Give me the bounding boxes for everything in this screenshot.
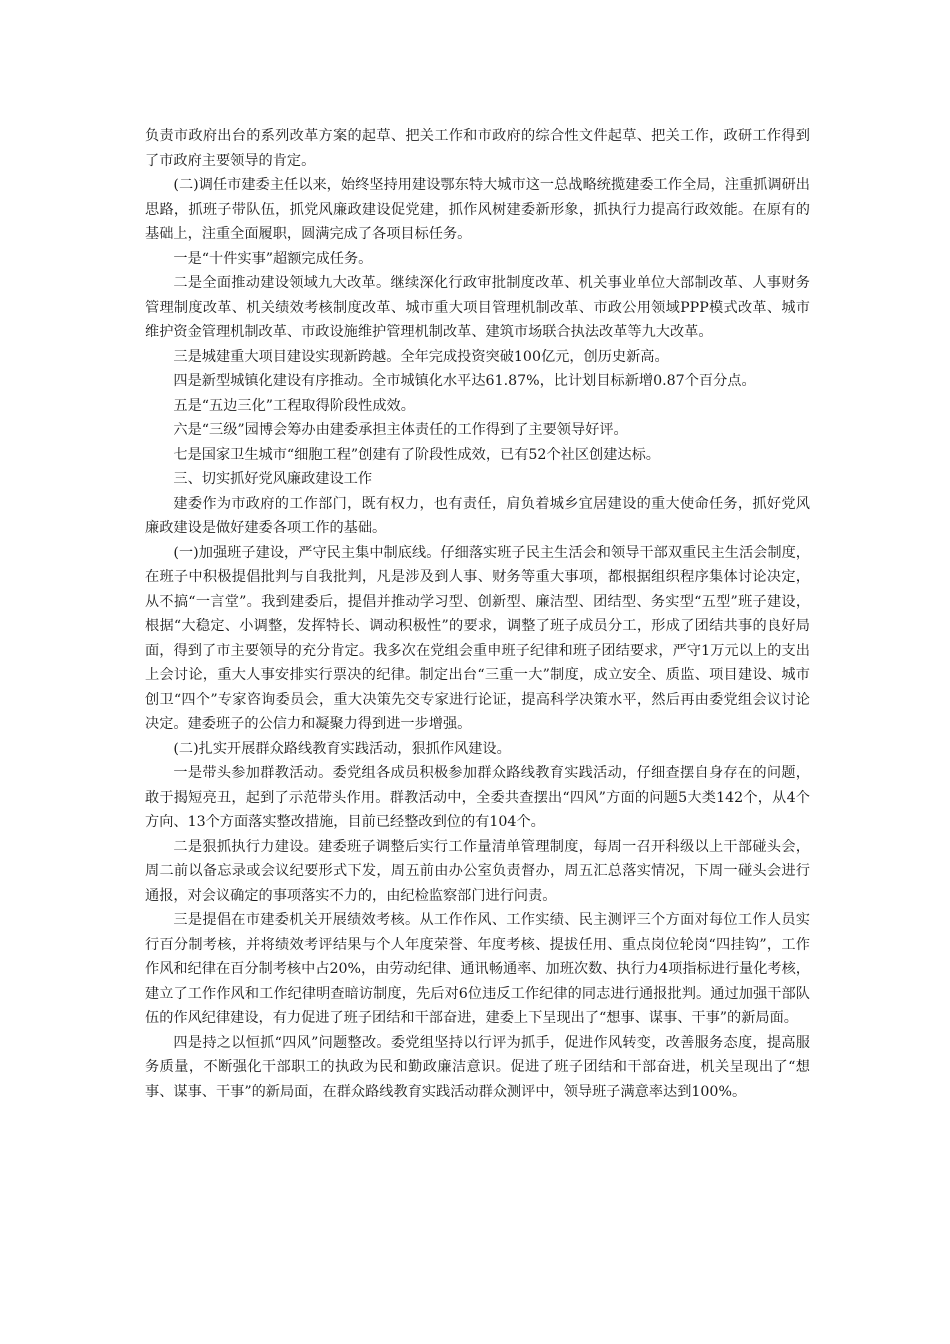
paragraph-item-7: 七是国家卫生城市“细胞工程”创建有了阶段性成效，已有52个社区创建达标。 [173, 446, 660, 463]
paragraph-item-3: 三是城建重大项目建设实现新跨越。全年完成投资突破100亿元，创历史新高。 [173, 348, 669, 365]
paragraph-continuation: 负责市政府出台的系列改革方案的起草、把关工作和市政府的综合性文件起草、把关工作，政研工作得到了市政府主要领导的肯定。 [145, 128, 810, 169]
paragraph-intro: 建委作为市政府的工作部门，既有权力，也有责任，肩负着城乡宜居建设的重大使命任务，抓好党风廉政建设是做好建委各项工作的基础。 [145, 495, 810, 536]
paragraph-item-1: 一是“十件实事”超额完成任务。 [173, 250, 373, 267]
paragraph-point-2: 二是狠抓执行力建设。建委班子调整后实行工作量清单管理制度，每周一召开科级以上干部碰头会，周二前以备忘录或会议纪要形式下发，周五前由办公室负责督办，周五汇总落实情况，下周一碰头会进行通报，对会议确定的事项落实不力的，由纪检监察部门进行问责。 [145, 838, 810, 904]
paragraph-subsection-1: (一)加强班子建设，严守民主集中制底线。仔细落实班子民主生活会和领导干部双重民主生活会制度，在班子中积极提倡批判与自我批判，凡是涉及到人事、财务等重大事项，都根据组织程序集体讨论决定，从不搞“一言堂”。我到建委后，提倡并推动学习型、创新型、廉洁型、团结型、务实型“五型”班子建设，根据“大稳定、小调整，发挥特长、调动积极性”的要求，调整了班子成员分工，形成了团结共事的良好局面，得到了市主要领导的充分肯定。我多次在党组会重申班子纪律和班子团结要求，严守1万元以上的支出上会讨论，重大人事安排实行票决的纪律。制定出台“三重一大”制度，成立安全、质监、项目建设、城市创卫“四个”专家咨询委员会，重大决策先交专家进行论证，提高科学决策水平，然后再由委党组会议讨论决定。建委班子的公信力和凝聚力得到进一步增强。 [145, 544, 811, 732]
paragraph-point-1: 一是带头参加群教活动。委党组各成员积极参加群众路线教育实践活动，仔细查摆自身存在的问题，敢于揭短亮丑，起到了示范带头作用。群教活动中，全委共查摆出“四风”方面的问题5大类142个，从4个方向、13个方面落实整改措施，目前已经整改到位的有104个。 [145, 765, 810, 830]
paragraph-item-5: 五是“五边三化”工程取得阶段性成效。 [173, 397, 415, 414]
paragraph-point-3: 三是提倡在市建委机关开展绩效考核。从工作作风、工作实绩、民主测评三个方面对每位工作人员实行百分制考核，并将绩效考评结果与个人年度荣誉、年度考核、提拔任用、重点岗位轮岗“四挂钩”，工作作风和纪律在百分制考核中占20%，由劳动纪律、通讯畅通率、加班次数、执行力4项指标进行量化考核，建立了工作作风和工作纪律明查暗访制度，先后对6位违反工作纪律的同志进行通报批判。通过加强干部队伍的作风纪律建设，有力促进了班子团结和干部奋进，建委上下呈现出了“想事、谋事、干事”的新局面。 [145, 912, 810, 1026]
paragraph-section-2: (二)调任市建委主任以来，始终坚持用建设鄂东特大城市这一总战略统揽建委工作全局，注重抓调研出思路，抓班子带队伍，抓党风廉政建设促党建，抓作风树建委新形象，抓执行力提高行政效能。在原有的基础上，注重全面履职，圆满完成了各项目标任务。 [145, 177, 810, 242]
paragraph-item-6: 六是“三级”园博会筹办由建委承担主体责任的工作得到了主要领导好评。 [173, 422, 628, 438]
paragraph-point-4: 四是持之以恒抓“四风”问题整改。委党组坚持以行评为抓手，促进作风转变，改善服务态度，提高服务质量，不断强化干部职工的执政为民和勤政廉洁意识。促进了班子团结和干部奋进，机关呈现出了“想事、谋事、干事”的新局面，在群众路线教育实践活动群众测评中，领导班子满意率达到100%。 [145, 1034, 810, 1100]
paragraph-item-2: 二是全面推动建设领域九大改革。继续深化行政审批制度改革、机关事业单位大部制改革、人事财务管理制度改革、机关绩效考核制度改革、城市重大项目管理机制改革、市政公用领域PPP模式改革、城市维护资金管理机制改革、市政设施维护管理机制改革、建筑市场联合执法改革等九大改革。 [145, 275, 810, 340]
document-body [145, 124, 810, 1104]
section-heading-3: 三、切实抓好党风廉政建设工作 [173, 471, 373, 487]
paragraph-item-4: 四是新型城镇化建设有序推动。全市城镇化水平达61.87%，比计划目标新增0.87个百分点。 [173, 373, 756, 389]
paragraph-subsection-2: (二)扎实开展群众路线教育实践活动，狠抓作风建设。 [173, 740, 511, 757]
